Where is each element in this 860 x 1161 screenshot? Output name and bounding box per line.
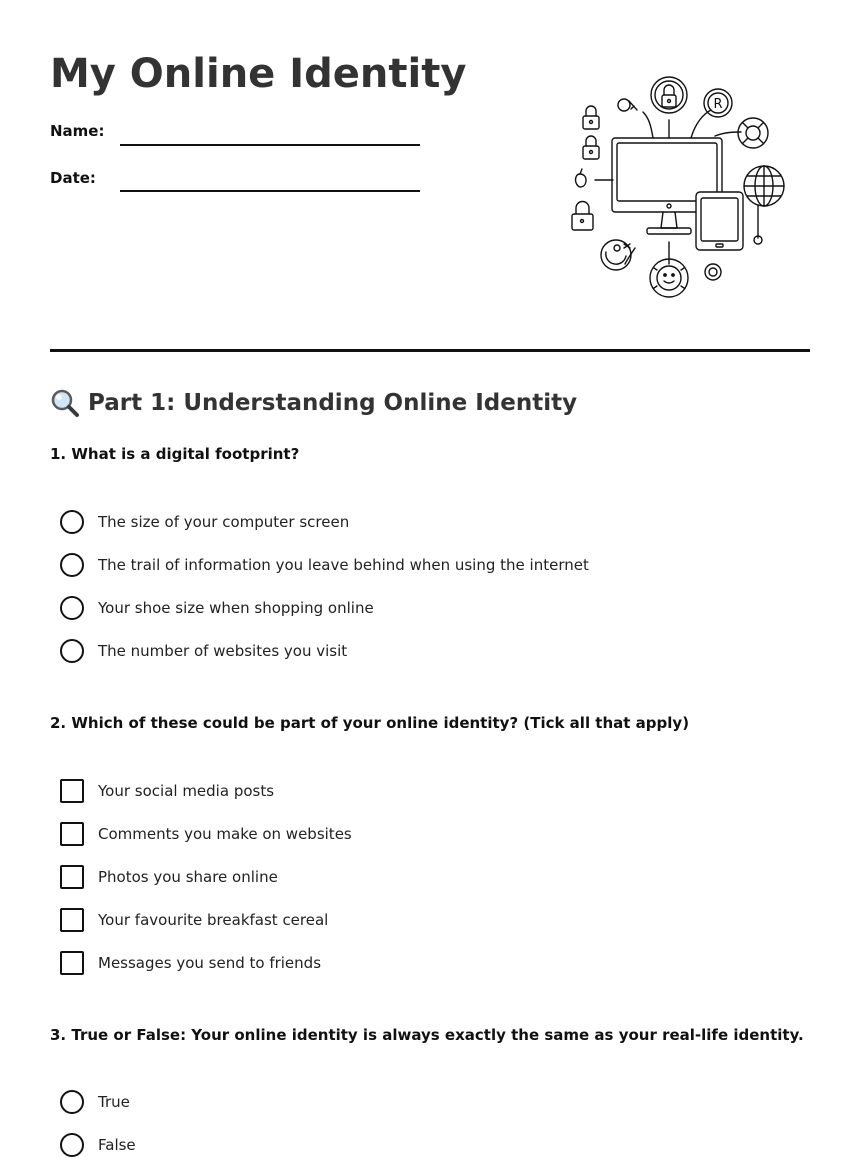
option-label: The number of websites you visit — [98, 642, 348, 660]
radio-button[interactable] — [60, 639, 84, 663]
question-3: 3. True or False: Your online identity is always exactly the same as your real-life identity. — [50, 1026, 804, 1044]
name-field[interactable] — [120, 144, 420, 146]
option-label: True — [98, 1093, 130, 1111]
question-2-option[interactable] — [60, 907, 328, 933]
checkbox[interactable] — [60, 779, 84, 803]
question-2: 2. Which of these could be part of your online identity? (Tick all that apply) — [50, 714, 690, 732]
option-label: Comments you make on websites — [98, 825, 352, 843]
checkbox[interactable] — [60, 908, 84, 932]
radio-button[interactable] — [60, 553, 84, 577]
radio-button[interactable] — [60, 510, 84, 534]
question-1-option[interactable] — [60, 595, 374, 621]
option-label: Photos you share online — [98, 868, 278, 886]
option-label: Your social media posts — [98, 782, 275, 800]
date-field[interactable] — [120, 190, 420, 192]
question-2-option[interactable] — [60, 778, 274, 804]
name-label: Name: — [50, 122, 105, 140]
question-1: 1. What is a digital footprint? — [50, 445, 300, 463]
date-label: Date: — [50, 169, 96, 187]
radio-button[interactable] — [60, 1133, 84, 1157]
option-label: Your favourite breakfast cereal — [98, 911, 329, 929]
question-1-option[interactable] — [60, 638, 347, 664]
checkbox[interactable] — [60, 822, 84, 846]
part-1-heading-text: Part 1: Understanding Online Identity — [88, 390, 578, 416]
option-label: False — [98, 1136, 136, 1154]
section-divider — [50, 349, 810, 352]
question-2-option[interactable] — [60, 864, 278, 890]
option-label: The size of your computer screen — [98, 513, 350, 531]
question-3-option[interactable] — [60, 1132, 136, 1158]
checkbox[interactable] — [60, 865, 84, 889]
option-label: Messages you send to friends — [98, 954, 322, 972]
question-3-option[interactable] — [60, 1089, 130, 1115]
radio-button[interactable] — [60, 596, 84, 620]
registered-badge-letter: R — [713, 97, 723, 112]
magnifying-glass-icon — [50, 388, 80, 418]
part-1-heading — [50, 388, 577, 418]
question-1-option[interactable] — [60, 509, 349, 535]
checkbox[interactable] — [60, 951, 84, 975]
question-2-option[interactable] — [60, 950, 321, 976]
page-title: My Online Identity — [50, 51, 467, 97]
question-2-option[interactable] — [60, 821, 352, 847]
option-label: The trail of information you leave behind when using the internet — [98, 556, 589, 574]
computer-network-icon — [565, 70, 790, 305]
option-label: Your shoe size when shopping online — [98, 599, 374, 617]
question-1-option[interactable] — [60, 552, 589, 578]
radio-button[interactable] — [60, 1090, 84, 1114]
